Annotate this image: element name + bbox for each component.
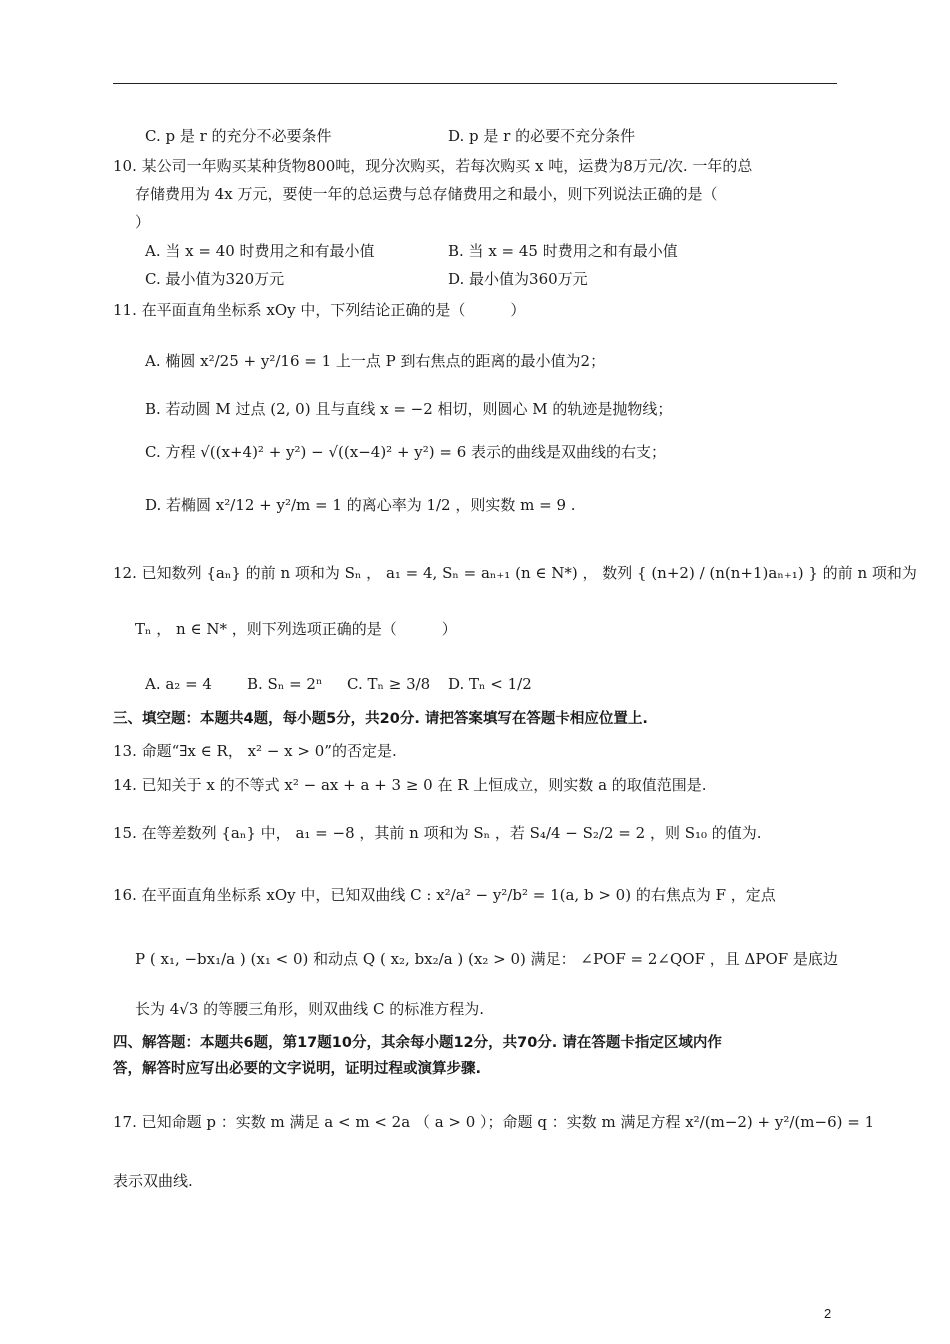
q17-line2: 表示双曲线. xyxy=(113,1172,193,1190)
section-4-heading-line2: 答，解答时应写出必要的文字说明，证明过程或演算步骤. xyxy=(113,1061,482,1077)
q16-line3: 长为 4√3 的等腰三角形，则双曲线 C 的标准方程为. xyxy=(135,1000,484,1018)
q17-line1: 17. 已知命题 p ：实数 m 满足 a < m < 2a （ a > 0 ）；命题 q ：实数 m 满足方程 x²/(m−2) + y²/(m−6) = 1 xyxy=(113,1113,875,1131)
page-number: 2 xyxy=(824,1306,832,1321)
q10-option-a: A. 当 x = 40 时费用之和有最小值 xyxy=(145,242,375,260)
q9-option-c: C. p 是 r 的充分不必要条件 xyxy=(145,127,332,145)
section-3-heading: 三、填空题：本题共4题，每小题5分，共20分. 请把答案填写在答题卡相应位置上. xyxy=(113,711,648,727)
q9-option-d: D. p 是 r 的必要不充分条件 xyxy=(448,127,636,145)
q16-line1: 16. 在平面直角坐标系 xOy 中，已知双曲线 C : x²/a² − y²/b² = 1(a, b > 0) 的右焦点为 F ，定点 xyxy=(113,886,776,904)
q10-stem-line2: 存储费用为 4x 万元，要使一年的总运费与总存储费用之和最小，则下列说法正确的是（ xyxy=(135,185,718,203)
q12-option-a: A. a₂ = 4 xyxy=(145,675,212,693)
q12-option-b: B. Sₙ = 2ⁿ xyxy=(247,675,323,693)
section-4-heading-line1: 四、解答题：本题共6题，第17题10分，其余每小题12分，共70分. 请在答题卡指定区域内作 xyxy=(113,1035,722,1051)
q11-option-a: A. 椭圆 x²/25 + y²/16 = 1 上一点 P 到右焦点的距离的最小值为2； xyxy=(145,352,606,370)
header-rule xyxy=(113,83,837,84)
q10-stem-line3: ） xyxy=(135,213,151,231)
q11-stem: 11. 在平面直角坐标系 xOy 中，下列结论正确的是（ ） xyxy=(113,301,526,319)
q11-option-c: C. 方程 √((x+4)² + y²) − √((x−4)² + y²) = 6 表示的曲线是双曲线的右支； xyxy=(145,443,667,461)
q12-option-c: C. Tₙ ≥ 3/8 xyxy=(347,675,431,693)
q10-option-b: B. 当 x = 45 时费用之和有最小值 xyxy=(448,242,678,260)
q15: 15. 在等差数列 {aₙ} 中， a₁ = −8 ，其前 n 项和为 Sₙ ，若 S₄/4 − S₂/2 = 2 ，则 S₁₀ 的值为. xyxy=(113,824,762,842)
q10-stem-line1: 10. 某公司一年购买某种货物800吨，现分次购买，若每次购买 x 吨，运费为8万元/次. 一年的总 xyxy=(113,157,753,175)
q10-option-c: C. 最小值为320万元 xyxy=(145,270,285,288)
q12-stem-line2: Tₙ ， n ∈ N* ，则下列选项正确的是（ ） xyxy=(135,620,457,638)
q10-option-d: D. 最小值为360万元 xyxy=(448,270,588,288)
q12-stem-line1: 12. 已知数列 {aₙ} 的前 n 项和为 Sₙ ， a₁ = 4, Sₙ = aₙ₊₁ (n ∈ N*) ， 数列 { (n+2) / (n(n+1)aₙ₊₁) } 的前 n 项和为 xyxy=(113,564,917,582)
q13: 13. 命题“∃x ∈ R， x² − x > 0”的否定是. xyxy=(113,742,397,760)
q12-option-d: D. Tₙ < 1/2 xyxy=(448,675,532,693)
q11-option-b: B. 若动圆 M 过点 (2, 0) 且与直线 x = −2 相切，则圆心 M 的轨迹是抛物线； xyxy=(145,400,673,418)
q16-line2: P ( x₁, −bx₁/a ) (x₁ < 0) 和动点 Q ( x₂, bx₂/a ) (x₂ > 0) 满足： ∠POF = 2∠QOF ，且 ΔPOF 是底边 xyxy=(135,950,838,968)
q11-option-d: D. 若椭圆 x²/12 + y²/m = 1 的离心率为 1/2 ，则实数 m = 9 . xyxy=(145,496,576,514)
q14: 14. 已知关于 x 的不等式 x² − ax + a + 3 ≥ 0 在 R 上恒成立，则实数 a 的取值范围是. xyxy=(113,776,707,794)
